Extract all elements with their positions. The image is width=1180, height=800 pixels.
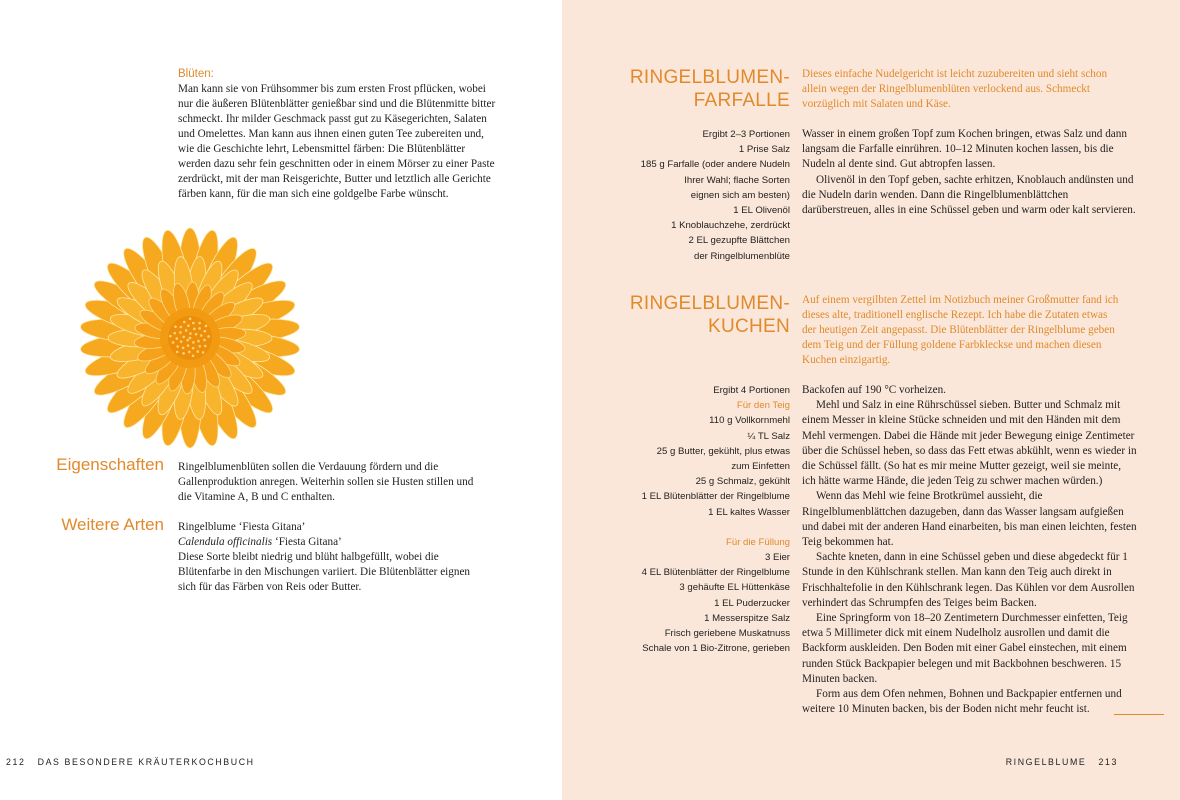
flower-center-dot: [189, 318, 192, 321]
flower-center-dot: [180, 326, 183, 329]
recipe1-ingredient-1: 1 Prise Salz: [738, 144, 790, 156]
recipe2-step-5: Form aus dem Ofen nehmen, Bohnen und Backpapier entfernen und weitere 10 Minuten backen, bis der Boden nicht mehr feucht ist.: [802, 688, 1122, 716]
flower-center-dot: [198, 327, 201, 330]
end-rule: [1114, 714, 1164, 715]
weitere-arten-heading: Weitere Arten: [61, 515, 164, 534]
flower-center-dot: [186, 339, 189, 342]
flower-center-dot: [174, 325, 177, 328]
flower-center-dot: [176, 351, 179, 354]
left-page: [0, 0, 562, 800]
flower-center-dot: [173, 332, 176, 335]
eigenschaften-text: Ringelblumenblüten sollen die Verdauung fördern und die Gallenproduktion anregen. Weiterhin sollen sie Husten stillen und die Vitamine A, B und C enthalten.: [178, 461, 474, 503]
flower-center-dot: [189, 332, 192, 335]
recipe1-ingredient-7: 2 EL gezupfte Blättchen: [688, 235, 790, 247]
flower-center-dot: [205, 325, 208, 328]
weitere-arten-text-block: [178, 520, 478, 595]
page-number-left: 212: [6, 757, 26, 767]
fuellung-ingredient-3: 1 EL Puderzucker: [714, 597, 790, 609]
recipe1-ingredient-0: Ergibt 2–3 Portionen: [702, 129, 790, 140]
flower-center-dot: [202, 351, 205, 354]
recipe1-intro: Dieses einfache Nudelgericht ist leicht zuzubereiten und sieht schon allein wegen der Ringelblumenblüten verlockend aus. Schmeckt vorzüglich mit Salaten und Käse.: [802, 68, 1108, 110]
fuellung-label: Für die Füllung: [726, 536, 790, 548]
recipe2-step-2: Wenn das Mehl wie feine Brotkrümel aussieht, die Ringelblumenblättchen dazugeben, dann das Wasser langsam aufgießen und dabei mit der anderen Hand einarbeiten, bis man einen leichten, festen Teig bekommen hat.: [802, 490, 1137, 549]
flower-center-dot: [182, 336, 185, 339]
footer-left: [6, 757, 255, 767]
flower-center-dot: [172, 341, 175, 344]
flower-center-dot: [204, 345, 207, 348]
flower-center-dot: [204, 330, 207, 333]
fuellung-ingredient-4: 1 Messerspitze Salz: [704, 612, 790, 624]
flower-center-dot: [198, 322, 201, 325]
recipe1-step-0: Wasser in einem großen Topf zum Kochen bringen, etwas Salz und dann langsam die Farfalle einrühren. 10–12 Minuten kochen lassen, bis die Nudeln al dente sind. Gut abtropfen lassen.: [802, 128, 1127, 171]
recipe1-ingredient-5: 1 EL Olivenöl: [733, 205, 790, 217]
teig-ingredient-0: 110 g Vollkornmehl: [709, 415, 790, 427]
teig-ingredient-2: 25 g Butter, gekühlt, plus etwas: [656, 445, 790, 457]
recipe2-step-0: Backofen auf 190 °C vorheizen.: [802, 384, 946, 396]
teig-ingredient-1: ¼ TL Salz: [747, 430, 790, 442]
flower-center-dot: [192, 355, 195, 358]
footer-right: [1006, 757, 1118, 767]
flower-center-dot: [187, 324, 190, 327]
recipe1-ingredient-8: der Ringelblumenblüte: [694, 250, 790, 262]
teig-list: [570, 413, 790, 519]
botanical-name: [178, 535, 478, 550]
eigenschaften-heading: Eigenschaften: [56, 455, 164, 474]
flower-center-dot: [182, 346, 185, 349]
flower-center-dot: [207, 335, 210, 338]
flower-center-dot: [180, 340, 183, 343]
fuellung-ingredient-0: 3 Eier: [764, 552, 790, 564]
recipe2-method: [802, 383, 1137, 717]
flower-center-dot: [203, 339, 206, 342]
recipe1-title-line1: RINGELBLUMEN-: [629, 67, 790, 88]
botanical-cultivar: ‘Fiesta Gitana’: [272, 536, 342, 548]
flower-center-dot: [179, 331, 182, 334]
flower-center-dot: [188, 351, 191, 354]
recipe2-portions: Ergibt 4 Portionen: [713, 385, 790, 396]
calendula-flower-illustration: [70, 220, 310, 460]
flower-center-dot: [196, 350, 199, 353]
recipe1-ingredient-4: eignen sich am besten): [690, 189, 790, 201]
flower-center-dot: [193, 328, 196, 331]
fuellung-ingredient-5: Frisch geriebene Muskatnuss: [664, 628, 790, 640]
book-title: DAS BESONDERE KRÄUTERKOCHBUCH: [37, 757, 255, 767]
page-number-right: 213: [1098, 757, 1118, 767]
flower-center-dot: [176, 337, 179, 340]
teig-ingredient-6: 1 EL kaltes Wasser: [708, 506, 790, 518]
recipe2-step-4: Eine Springform von 18–20 Zentimetern Durchmesser einfetten, Teig etwa 5 Millimeter dick mit einem Nudelholz ausrollen und damit die Backform auskleiden. Den Boden mit einer Gabel einstechen, mit einem runden Stück Backpapier belegen und mit Backbohnen beschweren. 15 Minuten backen.: [802, 612, 1128, 685]
recipe2-intro: Auf einem vergilbten Zettel im Notizbuch meiner Großmutter fand ich dieses alte, traditionell englische Rezept. Ich habe die Zutaten etwas der heutigen Zeit angepasst. Die Blütenblätter der Ringelblume geben dem Teig und der Füllung goldene Farbkleckse und machen diesen Kuchen einzigartig.: [802, 294, 1119, 366]
flower-center-dot: [185, 329, 188, 332]
recipe2-title: [570, 292, 790, 338]
recipe1-ingredient-6: 1 Knoblauchzehe, zerdrückt: [671, 220, 790, 232]
recipe1-title-line2: FARFALLE: [693, 90, 790, 111]
flower-center-dot: [192, 347, 195, 350]
flower-center-dot: [200, 334, 203, 337]
flower-center-dot: [192, 341, 195, 344]
section-name: RINGELBLUME: [1005, 757, 1087, 767]
teig-ingredient-3: zum Einfetten: [731, 461, 790, 473]
blueten-text: Man kann sie von Frühsommer bis zum ersten Frost pflücken, wobei nur die äußeren Blütenblätter genießbar sind und die Blütenmitte bitter schmeckt. Ihr milder Geschmack passt gut zu Käsegerichten, Salaten und Omelettes. Man kann aus ihnen einen guten Tee zubereiten und, wie die Geschichte lehrt, Lebensmittel färben: Die Blütenblätter werden dazu sehr fein geschnitten oder in einem Mörser zu einer Paste zerdrückt, mit der man Reisgerichte, Butter und letztlich alle Gerichte färben kann, für die man sich eine goldgelbe Farbe wünscht.: [178, 83, 496, 200]
teig-ingredient-4: 25 g Schmalz, gekühlt: [695, 476, 790, 488]
flower-center-dot: [192, 322, 195, 325]
flower-center-dot: [183, 321, 186, 324]
recipe1-title: [570, 66, 790, 112]
flower-center-dot: [198, 345, 201, 348]
flower-center-dot: [187, 344, 190, 347]
teig-label: Für den Teig: [736, 400, 790, 412]
flower-center-dot: [189, 337, 192, 340]
recipe2-title-line1: RINGELBLUMEN-: [629, 293, 790, 314]
recipe2-ingredients: [570, 383, 790, 656]
variety-name: Ringelblume ‘Fiesta Gitana’: [178, 521, 306, 533]
fuellung-list: [570, 550, 790, 656]
flower-center-dot: [169, 335, 172, 338]
recipe1-ingredients: [570, 127, 790, 264]
teig-ingredient-5: 1 EL Blütenblätter der Ringelblume: [641, 491, 790, 503]
flower-center-dot: [195, 333, 198, 336]
fuellung-ingredient-6: Schale von 1 Bio-Zitrone, gerieben: [642, 643, 790, 655]
flower-center-dot: [182, 352, 185, 355]
botanical-italic: Calendula officinalis: [178, 536, 273, 548]
recipe1-step-1: Olivenöl in den Topf geben, sachte erhitzen, Knoblauch andünsten und die Nudeln darin wenden. Dann die Ringelblumenblättchen darüberstreuen, alles in eine Schüssel geben und warm oder kalt servieren.: [802, 173, 1136, 217]
flower-center-dot: [176, 345, 179, 348]
recipe1-ingredient-3: Ihrer Wahl; flache Sorten: [684, 174, 790, 186]
blueten-label: Blüten:: [178, 68, 214, 80]
fuellung-ingredient-2: 3 gehäufte EL Hüttenkäse: [679, 582, 790, 594]
fuellung-ingredient-1: 4 EL Blütenblätter der Ringelblume: [641, 567, 790, 579]
recipe2-step-3: Sachte kneten, dann in eine Schüssel geben und diese abgedeckt für 1 Stunde in den Kühlschrank stellen. Man kann den Teig auch direkt in Frischhaltefolie in den Kühlschrank legen. Das Kühlen vor dem Ausrollen verhindert das Schrumpfen des Teiges beim Backen.: [802, 551, 1135, 609]
recipe1-ingredient-2: 185 g Farfalle (oder andere Nudeln: [640, 159, 790, 171]
recipe2-step-1: Mehl und Salz in eine Rührschüssel sieben. Butter und Schmalz mit einem Messer in kleine Stücke schneiden und mit den Händen mit dem Mehl vermengen. Dabei die Hände mit jeder Bewegung einige Zentimeter über die Schüssel heben, so dass das Fett etwas abkühlt, wenn es wieder in die Schüssel fällt. (So hat es mir meine Mutter gezeigt, weil sie meinte, ich hätte warme Hände, die jeden Teig zu schwer machen würden.): [802, 399, 1137, 488]
flower-center-dot: [197, 340, 200, 343]
recipe1-method: [802, 127, 1137, 218]
weitere-arten-description: Diese Sorte bleibt niedrig und blüht halbgefüllt, wobei die Blütenfarbe in den Mischungen variiert. Die Blütenblätter eignen sich für das Färben von Reis oder Butter.: [178, 551, 471, 593]
recipe2-title-line2: KUCHEN: [707, 316, 790, 337]
